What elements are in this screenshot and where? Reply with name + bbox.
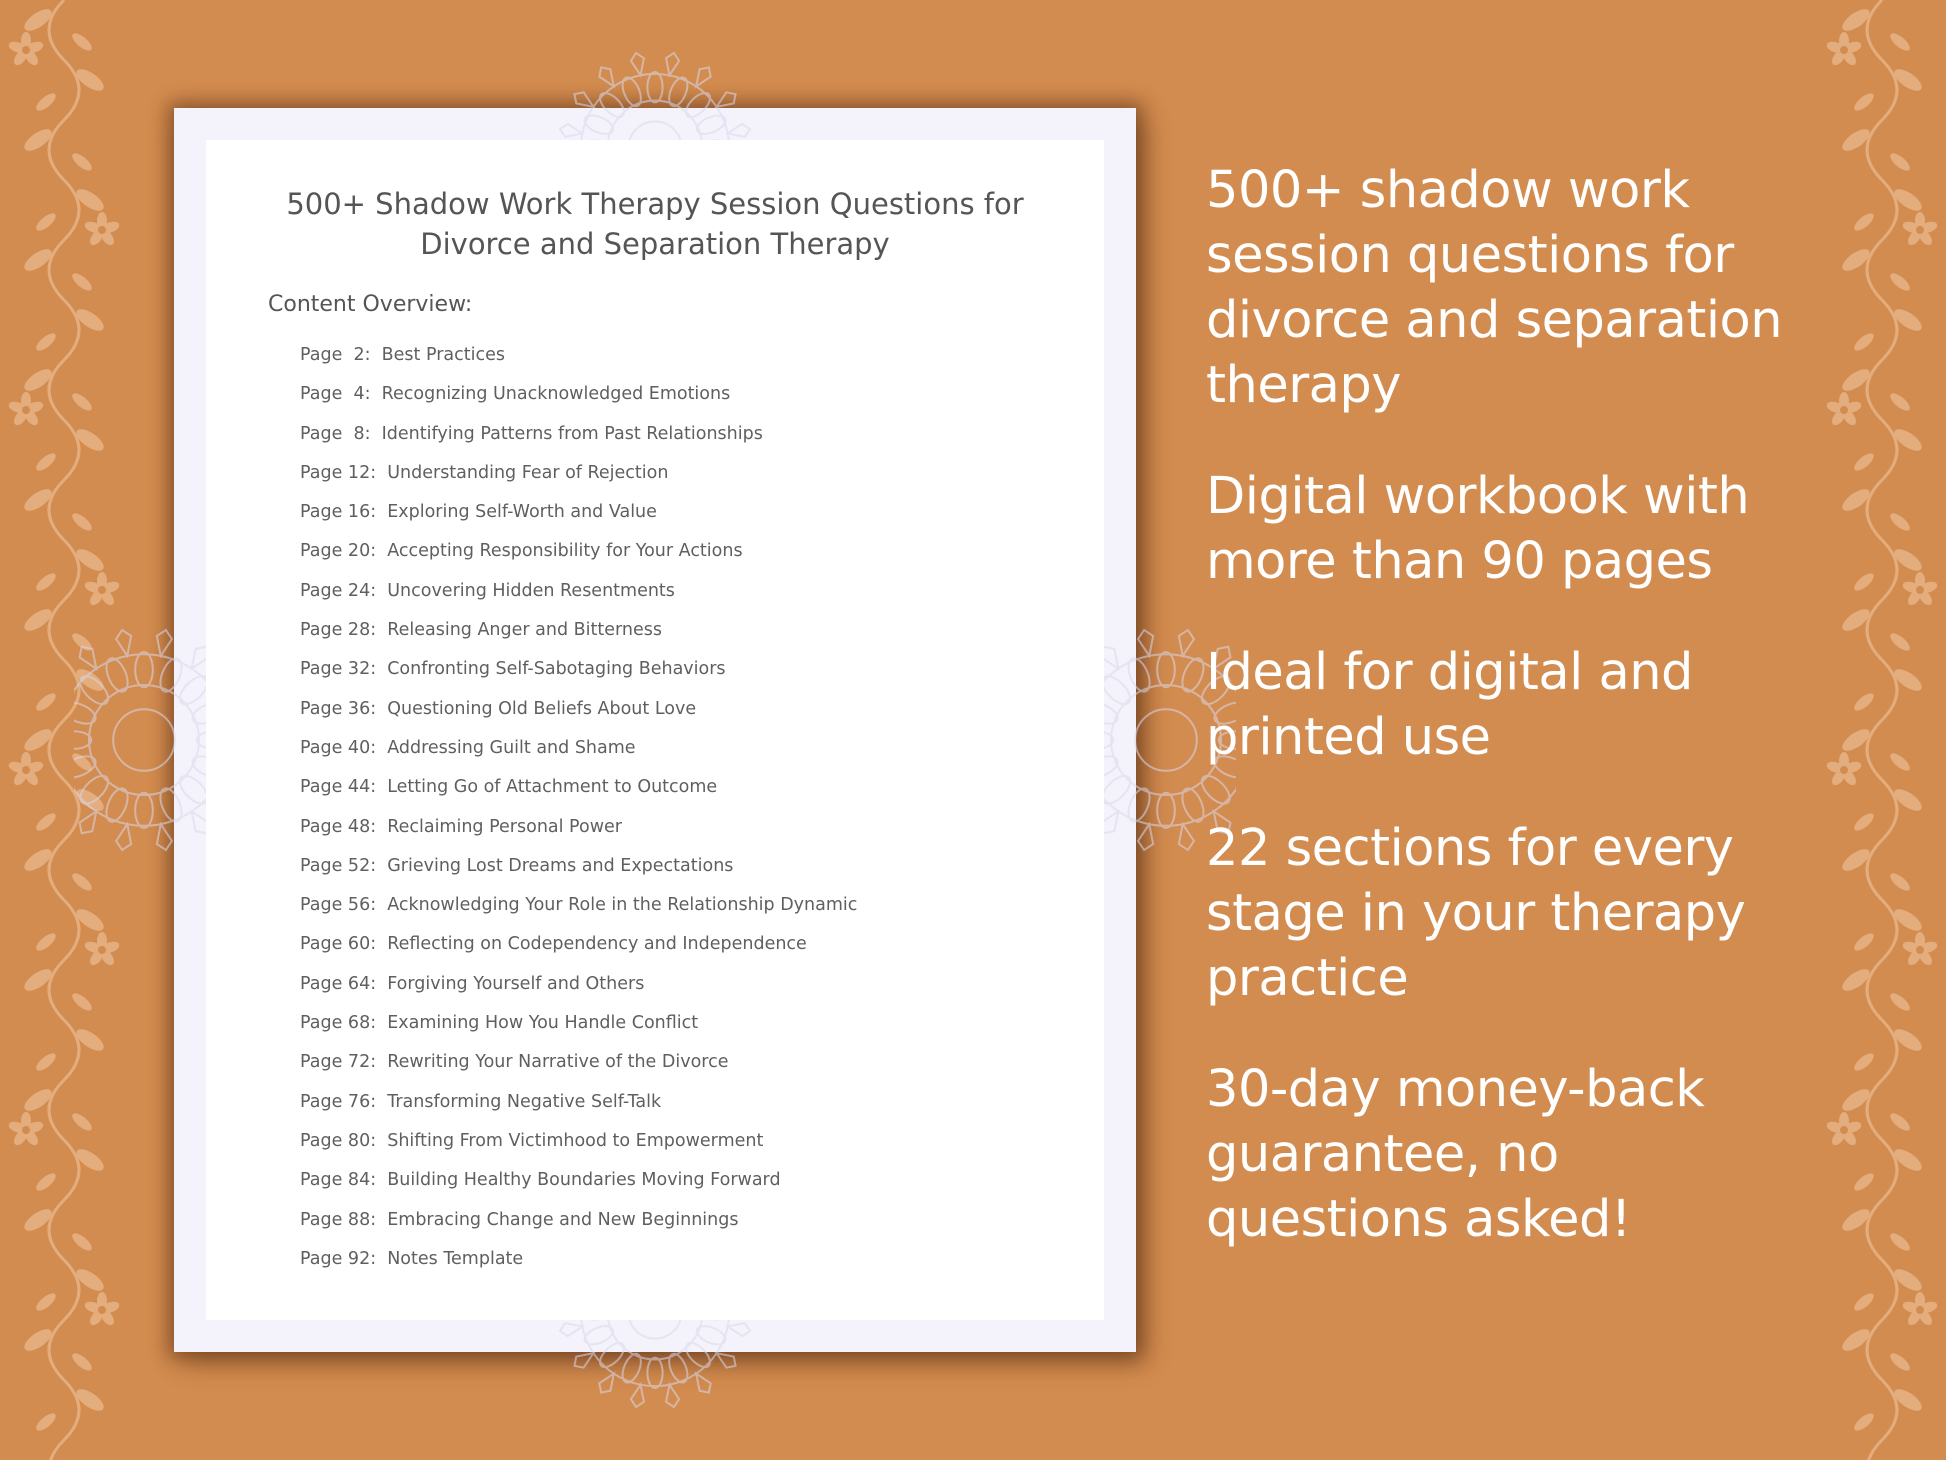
feature-text-line: Ideal for digital and [1206,643,1693,702]
toc-entry: Page 80: Shifting From Victimhood to Empowerment [300,1130,764,1151]
feature-text-line: 500+ shadow work [1206,161,1690,220]
toc-entry: Page 28: Releasing Anger and Bitterness [300,620,662,641]
document-title-line: Divorce and Separation Therapy [420,227,890,261]
feature-text-line: more than 90 pages [1206,532,1713,591]
toc-entry: Page 8: Identifying Patterns from Past Relationships [300,423,763,444]
toc-entry: Page 12: Understanding Fear of Rejection [300,462,669,483]
toc-entry: Page 36: Questioning Old Beliefs About Love [300,698,697,719]
feature-list [1206,158,1846,1298]
content-overview-label: Content Overview: [268,292,473,317]
feature-text-line: stage in your therapy [1206,884,1746,943]
toc-entry: Page 64: Forgiving Yourself and Others [300,973,645,994]
feature-text-line: guarantee, no [1206,1125,1559,1184]
toc-entry: Page 48: Reclaiming Personal Power [300,816,622,837]
toc-entry: Page 72: Rewriting Your Narrative of the Divorce [300,1052,729,1073]
feature-text [1206,816,1846,1011]
toc-entry: Page 24: Uncovering Hidden Resentments [300,580,675,601]
toc-entry: Page 40: Addressing Guilt and Shame [300,737,636,758]
toc-entry: Page 52: Grieving Lost Dreams and Expectations [300,855,734,876]
document-title-line: 500+ Shadow Work Therapy Session Questions for [286,187,1024,221]
table-of-contents [300,336,857,1279]
document-title [206,184,1104,264]
toc-entry: Page 56: Acknowledging Your Role in the Relationship Dynamic [300,895,858,916]
toc-entry: Page 84: Building Healthy Boundaries Moving Forward [300,1170,781,1191]
toc-entry: Page 92: Notes Template [300,1248,524,1269]
feature-text [1206,464,1846,594]
feature-text-line: 30-day money-back [1206,1060,1705,1119]
feature-text [1206,640,1846,770]
toc-entry: Page 16: Exploring Self-Worth and Value [300,502,657,523]
workbook-page-preview [174,108,1136,1352]
feature-text-line: printed use [1206,708,1491,767]
toc-entry: Page 76: Transforming Negative Self-Talk [300,1091,662,1112]
feature-text [1206,1057,1846,1252]
feature-text [1206,158,1846,418]
toc-entry: Page 60: Reflecting on Codependency and Independence [300,934,807,955]
mandala-left-icon [74,620,214,860]
toc-entry: Page 88: Embracing Change and New Beginnings [300,1209,739,1230]
feature-text-line: 22 sections for every [1206,819,1734,878]
toc-entry: Page 2: Best Practices [300,345,505,365]
toc-entry: Page 20: Accepting Responsibility for Your Actions [300,541,743,562]
toc-entry: Page 44: Letting Go of Attachment to Outcome [300,777,718,798]
feature-text-line: divorce and separation [1206,291,1783,350]
toc-entry: Page 32: Confronting Self-Sabotaging Behaviors [300,659,726,680]
feature-text-line: Digital workbook with [1206,467,1750,526]
page-content-area [206,140,1104,1320]
toc-entry: Page 68: Examining How You Handle Conflict [300,1013,699,1034]
feature-text-line: questions asked! [1206,1190,1631,1249]
feature-text-line: session questions for [1206,226,1734,285]
feature-text-line: therapy [1206,356,1401,415]
feature-text-line: practice [1206,949,1409,1008]
toc-entry: Page 4: Recognizing Unacknowledged Emotions [300,384,731,405]
